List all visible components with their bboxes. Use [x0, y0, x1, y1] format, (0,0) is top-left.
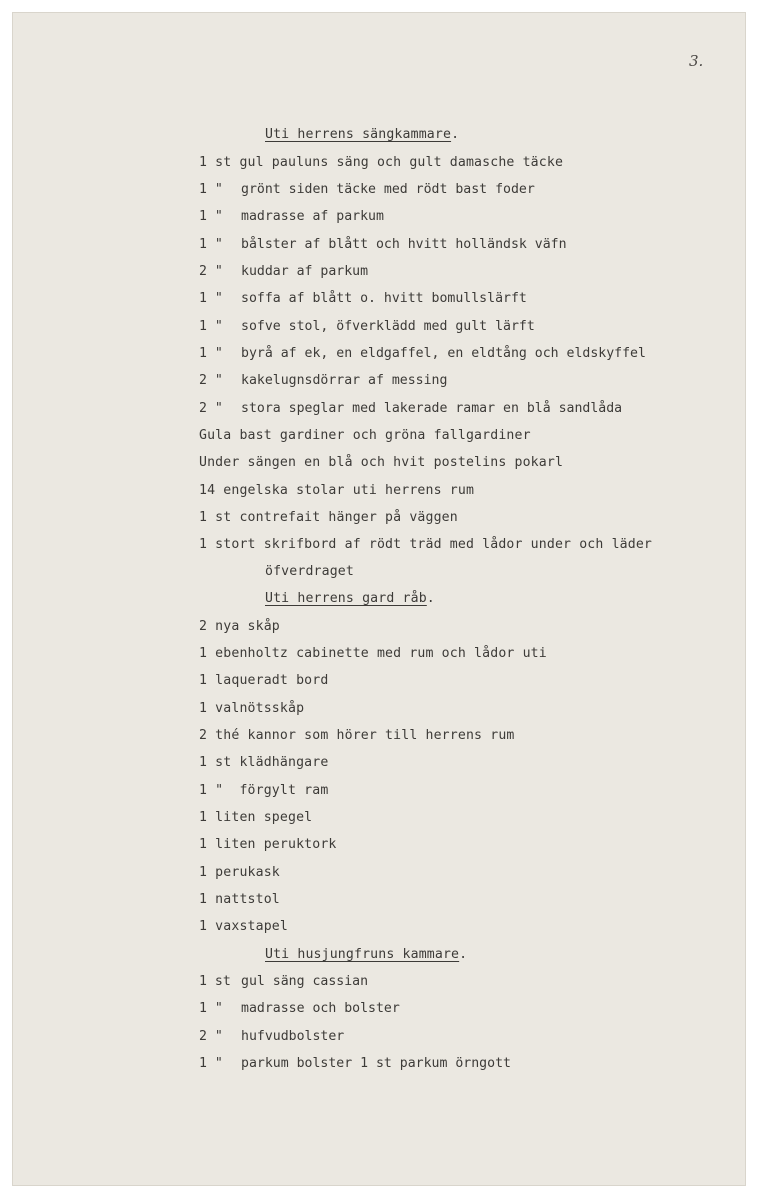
- heading-text: Uti herrens sängkammare: [265, 127, 452, 142]
- list-item: 1 stort skrifbord af rödt träd med lådor under och läder: [199, 537, 653, 552]
- item-quantity: 1 ": [199, 182, 223, 197]
- item-description: hufvudbolster: [241, 1029, 345, 1044]
- list-item: 1 liten peruktork: [199, 837, 337, 852]
- list-item: 1 liten spegel: [199, 810, 313, 825]
- item-quantity: 1 ": [199, 209, 223, 224]
- item-quantity: 1 ": [199, 1056, 223, 1071]
- heading-period: .: [451, 127, 460, 142]
- section-heading-maid-room: [265, 948, 467, 961]
- item-description: sofve stol, öfverklädd med gult lärft: [241, 319, 535, 334]
- list-item: 1 " förgylt ram: [199, 783, 329, 798]
- section-heading-bedroom: [265, 128, 459, 141]
- item-description: madrasse och bolster: [241, 1001, 400, 1016]
- item-description: kuddar af parkum: [241, 264, 369, 279]
- list-item: 1 st contrefait hänger på väggen: [199, 510, 458, 525]
- list-item: 1 vaxstapel: [199, 919, 288, 934]
- list-item: 2 nya skåp: [199, 619, 280, 634]
- item-quantity: 1 st: [199, 974, 231, 989]
- item-description: byrå af ek, en eldgaffel, en eldtång och eldskyffel: [241, 346, 646, 361]
- list-item: 1 ebenholtz cabinette med rum och lådor uti: [199, 646, 547, 661]
- heading-period: .: [426, 591, 435, 606]
- item-quantity: 2 ": [199, 264, 223, 279]
- item-description: stora speglar med lakerade ramar en blå sandlåda: [241, 401, 623, 416]
- item-quantity: 1 ": [199, 346, 223, 361]
- item-description: madrasse af parkum: [241, 209, 384, 224]
- item-description: parkum bolster 1 st parkum örngott: [241, 1056, 511, 1071]
- list-item: 1 valnötsskåp: [199, 701, 305, 716]
- item-description: kakelugnsdörrar af messing: [241, 373, 448, 388]
- heading-period: .: [459, 947, 468, 962]
- item-quantity: 2 ": [199, 373, 223, 388]
- list-item: Under sängen en blå och hvit postelins pokarl: [199, 455, 564, 470]
- list-item-continuation: öfverdraget: [265, 564, 354, 579]
- item-quantity: 1 ": [199, 291, 223, 306]
- item-quantity: 1 ": [199, 1001, 223, 1016]
- list-item: 1 perukask: [199, 865, 280, 880]
- list-item: 1 st klädhängare: [199, 755, 329, 770]
- list-item: Gula bast gardiner och gröna fallgardiner: [199, 428, 531, 443]
- item-quantity: 1 ": [199, 237, 223, 252]
- item-description: gul säng cassian: [241, 974, 369, 989]
- item-description: grönt siden täcke med rödt bast foder: [241, 182, 535, 197]
- item-description: soffa af blått o. hvitt bomullslärft: [241, 291, 527, 306]
- section-heading-garderobe: [265, 592, 435, 605]
- list-item: 1 nattstol: [199, 892, 280, 907]
- page-number: 3.: [689, 52, 704, 70]
- list-item: 1 st gul pauluns säng och gult damasche täcke: [199, 155, 564, 170]
- list-item: 2 thé kannor som hörer till herrens rum: [199, 728, 515, 743]
- list-item: 14 engelska stolar uti herrens rum: [199, 483, 475, 498]
- item-quantity: 2 ": [199, 401, 223, 416]
- heading-text: Uti herrens gard råb: [265, 591, 427, 606]
- item-quantity: 2 ": [199, 1029, 223, 1044]
- item-quantity: 1 ": [199, 319, 223, 334]
- document-page: [12, 12, 746, 1186]
- list-item: 1 laqueradt bord: [199, 673, 329, 688]
- item-description: bålster af blått och hvitt holländsk väfn: [241, 237, 567, 252]
- heading-text: Uti husjungfruns kammare: [265, 947, 460, 962]
